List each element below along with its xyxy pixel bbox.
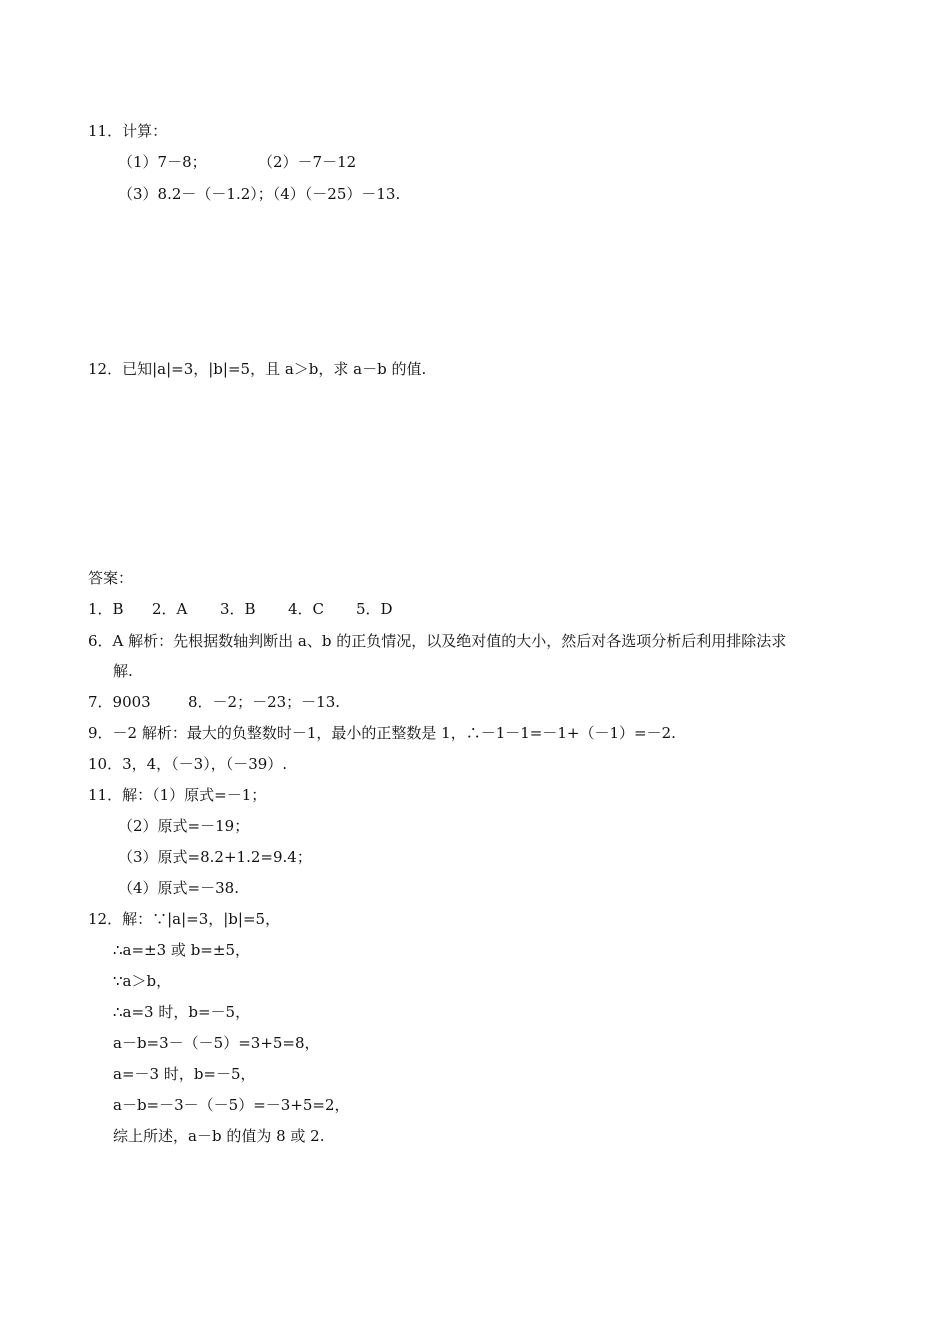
question-12: 12．已知|a|=3，|b|=5，且 a＞b，求 a－b 的值. [88, 360, 427, 378]
question-11-part-2: （2）－7－12 [258, 153, 357, 171]
answer-12-line-3: ∵a＞b， [113, 972, 172, 990]
answer-4: 4．C [288, 600, 325, 618]
answer-8: 8．－2；－23；－13. [188, 693, 341, 711]
answer-5: 5．D [356, 600, 393, 618]
answer-12-line-5: a－b=3－（－5）=3+5=8， [113, 1034, 320, 1052]
answer-7: 7．9003 [88, 693, 151, 711]
answer-6-line-1: 6．A 解析：先根据数轴判断出 a、b 的正负情况，以及绝对值的大小，然后对各选项分析后利用排除法求 [88, 632, 787, 650]
answer-11-line-3: （3）原式=8.2+1.2=9.4； [118, 848, 312, 866]
answer-3: 3．B [220, 600, 256, 618]
question-11-parts-3-4: （3）8.2－（－1.2）；（4）（－25）－13. [118, 185, 401, 203]
answer-12-line-4: ∴a=3 时，b=－5， [113, 1003, 251, 1021]
answer-10: 10．3，4，（－3），（－39）. [88, 755, 288, 773]
answer-11-line-1: 11．解：（1）原式=－1； [88, 786, 267, 804]
answer-12-line-8: 综上所述，a－b 的值为 8 或 2. [113, 1127, 325, 1145]
answer-9: 9．－2 解析：最大的负整数时－1，最小的正整数是 1，∴－1－1=－1+（－1）=－2. [88, 724, 676, 742]
question-11-title: 11．计算： [88, 122, 168, 140]
answer-1: 1．B [88, 600, 124, 618]
question-11-part-1: （1）7－8； [118, 153, 207, 171]
answer-2: 2．A [152, 600, 188, 618]
answer-11-line-2: （2）原式=－19； [118, 817, 250, 835]
answer-6-line-2: 解. [113, 662, 133, 680]
answer-12-line-1: 12．解：∵|a|=3，|b|=5， [88, 910, 281, 928]
answer-11-line-4: （4）原式=－38. [118, 879, 239, 897]
answer-12-line-6: a=－3 时，b=－5， [113, 1065, 256, 1083]
answer-12-line-2: ∴a=±3 或 b=±5， [113, 941, 250, 959]
answer-12-line-7: a－b=－3－（－5）=－3+5=2， [113, 1096, 350, 1114]
answers-heading: 答案： [88, 569, 134, 587]
